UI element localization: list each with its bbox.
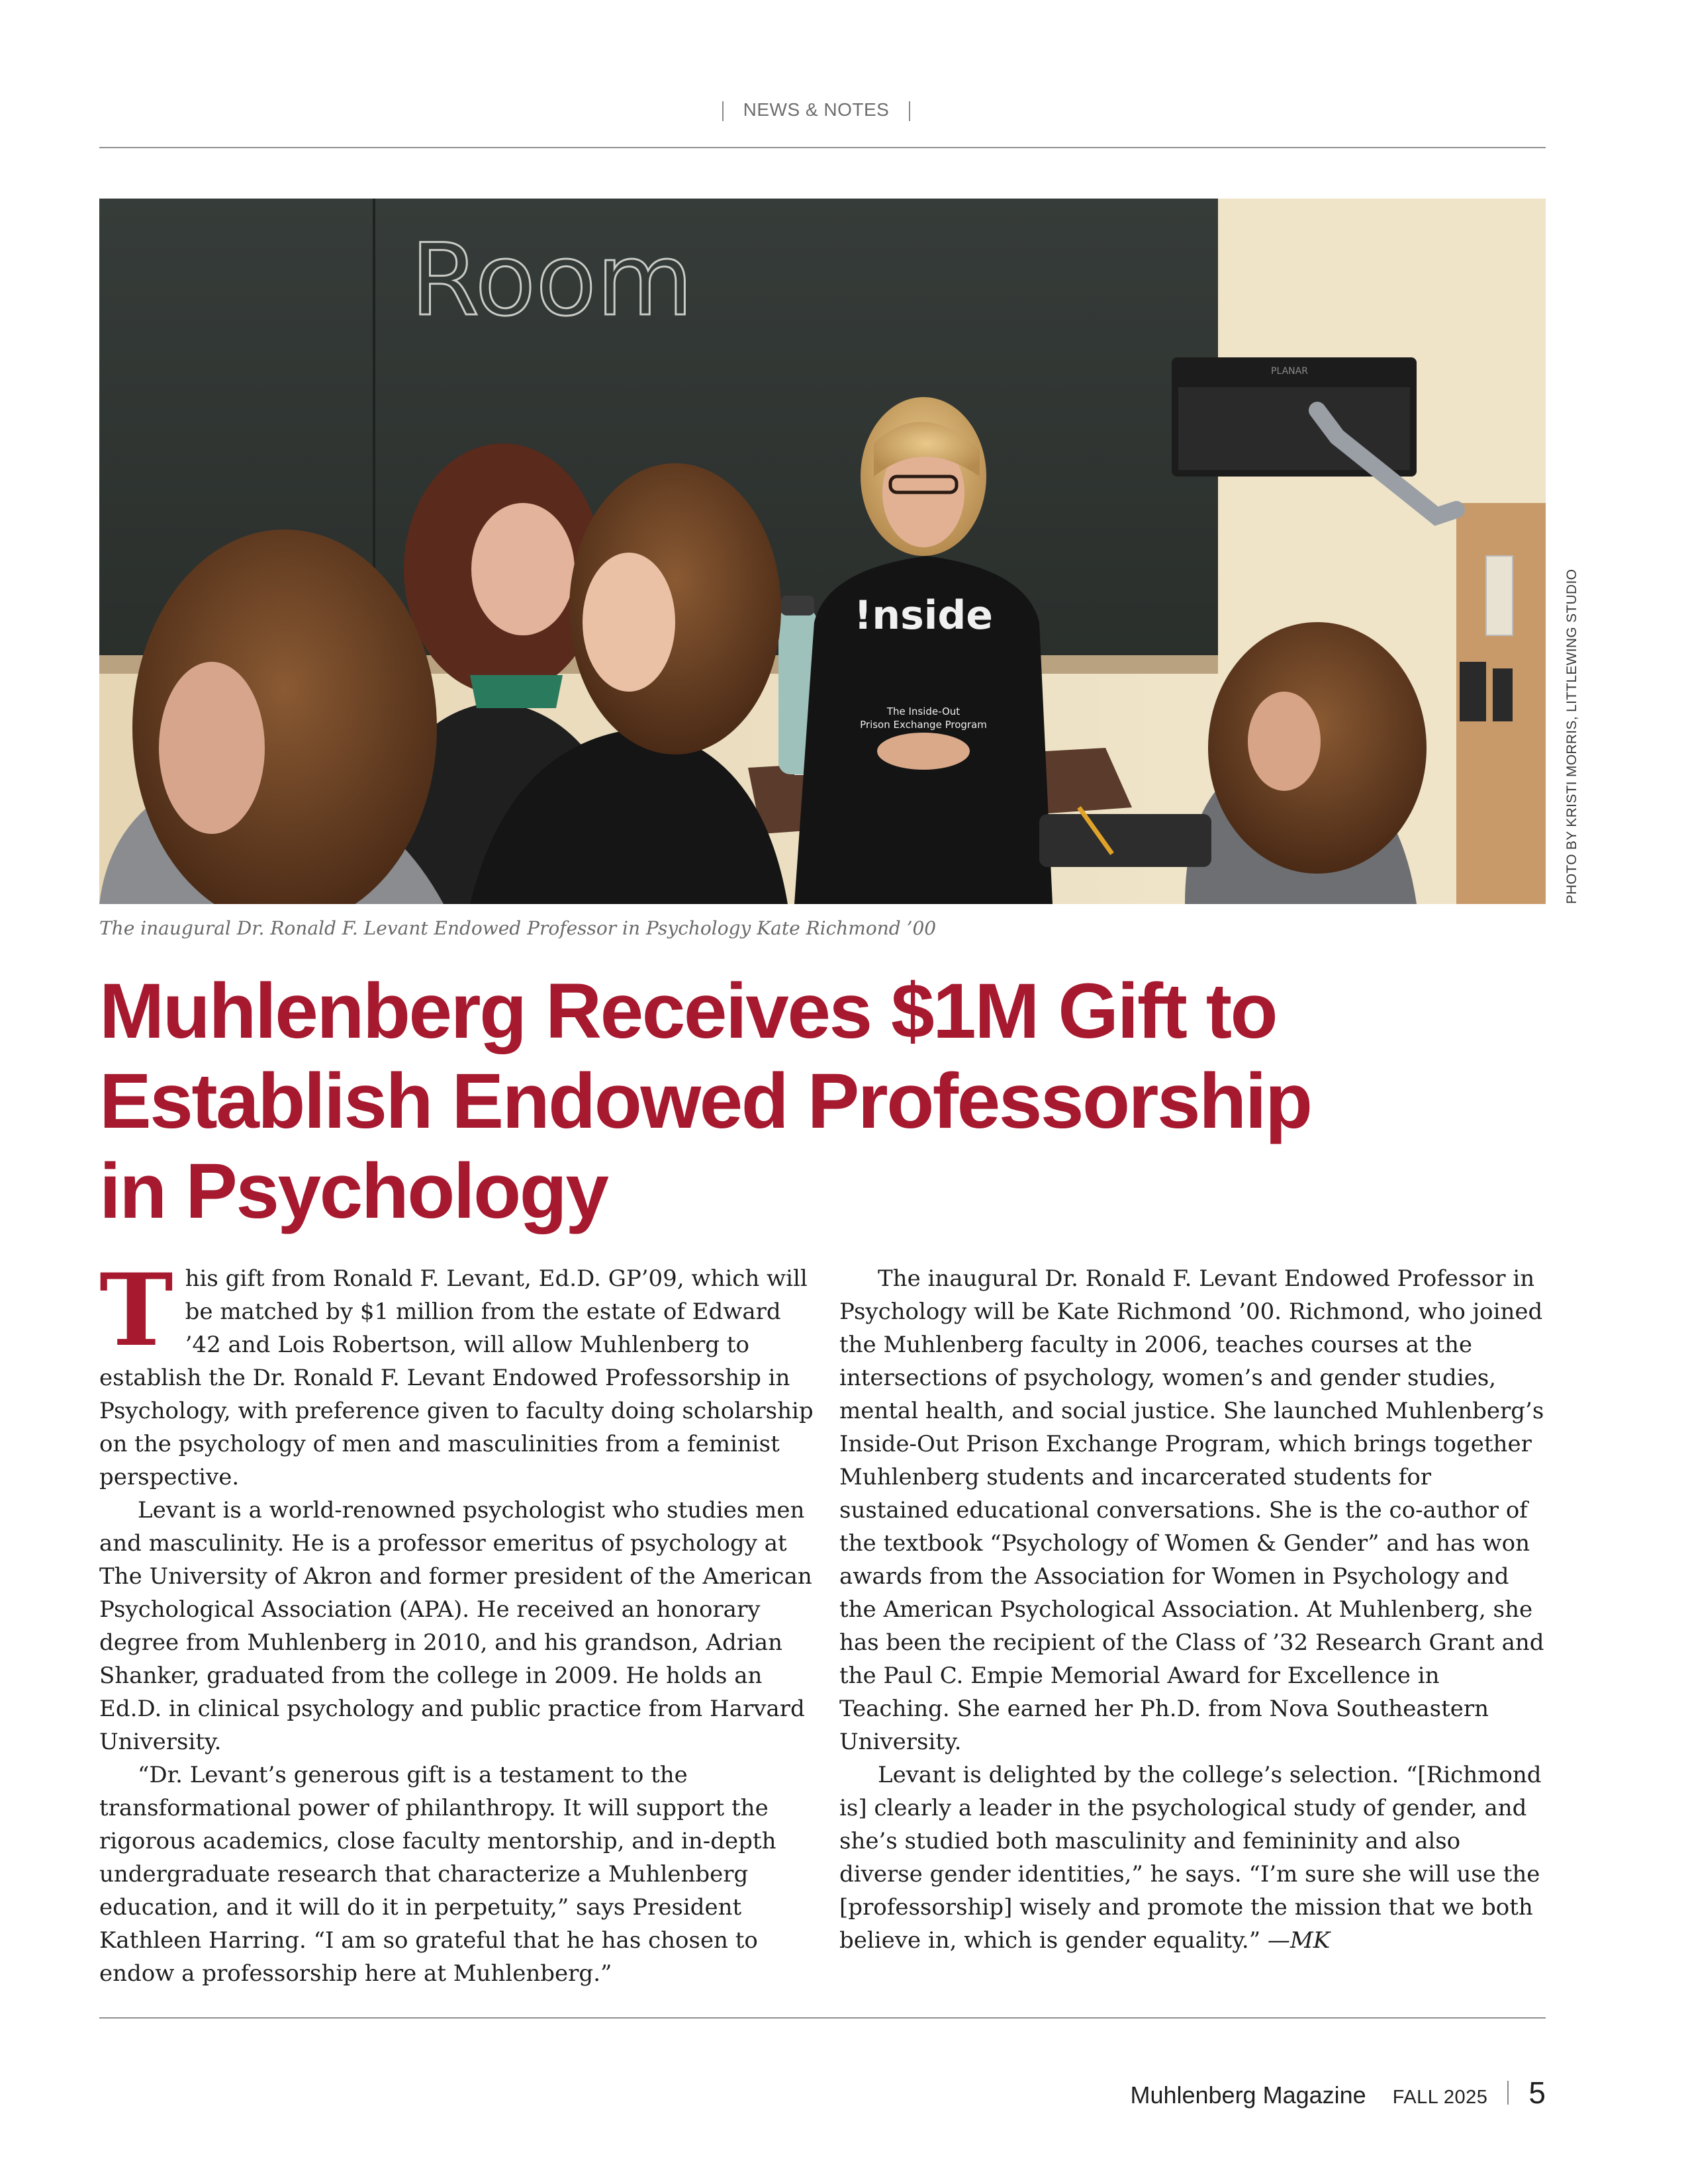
page-number: 5 [1528,2075,1546,2110]
photo-caption: The inaugural Dr. Ronald F. Levant Endowed Professor in Psychology Kate Richmond ’00 [99,917,937,939]
paragraph-text: his gift from Ronald F. Levant, Ed.D. GP’09, which will be matched by $1 million from the estate of Edward ’42 and Lois Robertson, will allow Muhlenberg to establish the Dr. Ronald F. Levant Endowed Professorship in Psychology, with preference given to faculty doing scholarship on the psychology of men and masculinities from a feminist perspective. [99,1265,814,1490]
chalk-writing: Room [410,223,694,338]
section-name: NEWS & NOTES [743,99,890,120]
drop-cap: T [99,1252,173,1369]
shirt-text-line-2: Prison Exchange Program [860,719,987,731]
divider [909,101,910,121]
divider [722,101,724,121]
paragraph: Levant is a world-renowned psychologist who studies men and masculinity. He is a professor emeritus of psychology at The University of Akron and former president of the American Psychological Association (APA). He received an honorary degree from Muhlenberg in 2010, and his grandson, Adrian Shanker, graduated from the college in 2009. He holds an Ed.D. in clinical psychology and public practice from Harvard University. [99,1497,812,1755]
shirt-text-line-1: The Inside-Out [886,705,961,717]
headline-line-1: Muhlenberg Receives $1M Gift to [99,968,1277,1055]
paragraph: The inaugural Dr. Ronald F. Levant Endowed Professor in Psychology will be Kate Richmond ’00. Richmond, who joined the Muhlenberg faculty in 2006, teaches courses at the intersections of psychology, women’s and gender studies, mental health, and social justice. She launched Muhlenberg’s Inside-Out Prison Exchange Program, which brings together Muhlenberg students and incarcerated students for sustained educational conversations. She is the co-author of the textbook “Psychology of Women & Gender” and has won awards from the Association for Women in Psychology and the American Psychological Association. At Muhlenberg, she has been the recipient of the Class of ’32 Research Grant and the Paul C. Empie Memorial Award for Excellence in Teaching. She earned her Ph.D. from Nova Southeastern University. [839,1265,1544,1755]
page-footer [1130,2075,1546,2111]
bottom-rule [99,2017,1546,2019]
section-label [0,99,1632,121]
magazine-name: Muhlenberg Magazine [1130,2081,1366,2109]
author-initials: —MK [1267,1927,1331,1954]
issue-label: FALL 2025 [1392,2087,1488,2108]
paragraph [99,1252,814,1494]
article-headline [99,966,1556,1236]
headline-line-3: in Psychology [99,1148,608,1235]
paragraph: “Dr. Levant’s generous gift is a testament to the transformational power of philanthropy. It will support the rigorous academics, close faculty mentorship, and in-depth undergraduate research that characterize a Muhlenberg education, and it will do it in perpetuity,” says President Kathleen Harring. “I am so grateful that he has chosen to endow a professorship here at Muhlenberg.” [99,1762,776,1987]
photo-credit: PHOTO BY KRISTI MORRIS, LITTLEWING STUDIO [1564,569,1579,904]
article-column-right [839,1262,1548,1957]
monitor-brand: PLANAR [1271,366,1308,377]
top-rule [99,147,1546,148]
divider [1507,2081,1509,2105]
article-column-left [99,1252,814,1990]
svg-text:!nside: !nside [854,592,993,639]
article-photo [99,199,1546,904]
paragraph-text: Levant is delighted by the college’s selection. “[Richmond is] clearly a leader in the psychological study of gender, and she’s studied both masculinity and femininity and also diverse gender identities,” he says. “I’m sure she will use the [professorship] wisely and promote the mission that we both believe in, which is gender equality.” [839,1762,1542,1954]
headline-line-2: Establish Endowed Professorship [99,1058,1311,1145]
paragraph [839,1758,1548,1957]
